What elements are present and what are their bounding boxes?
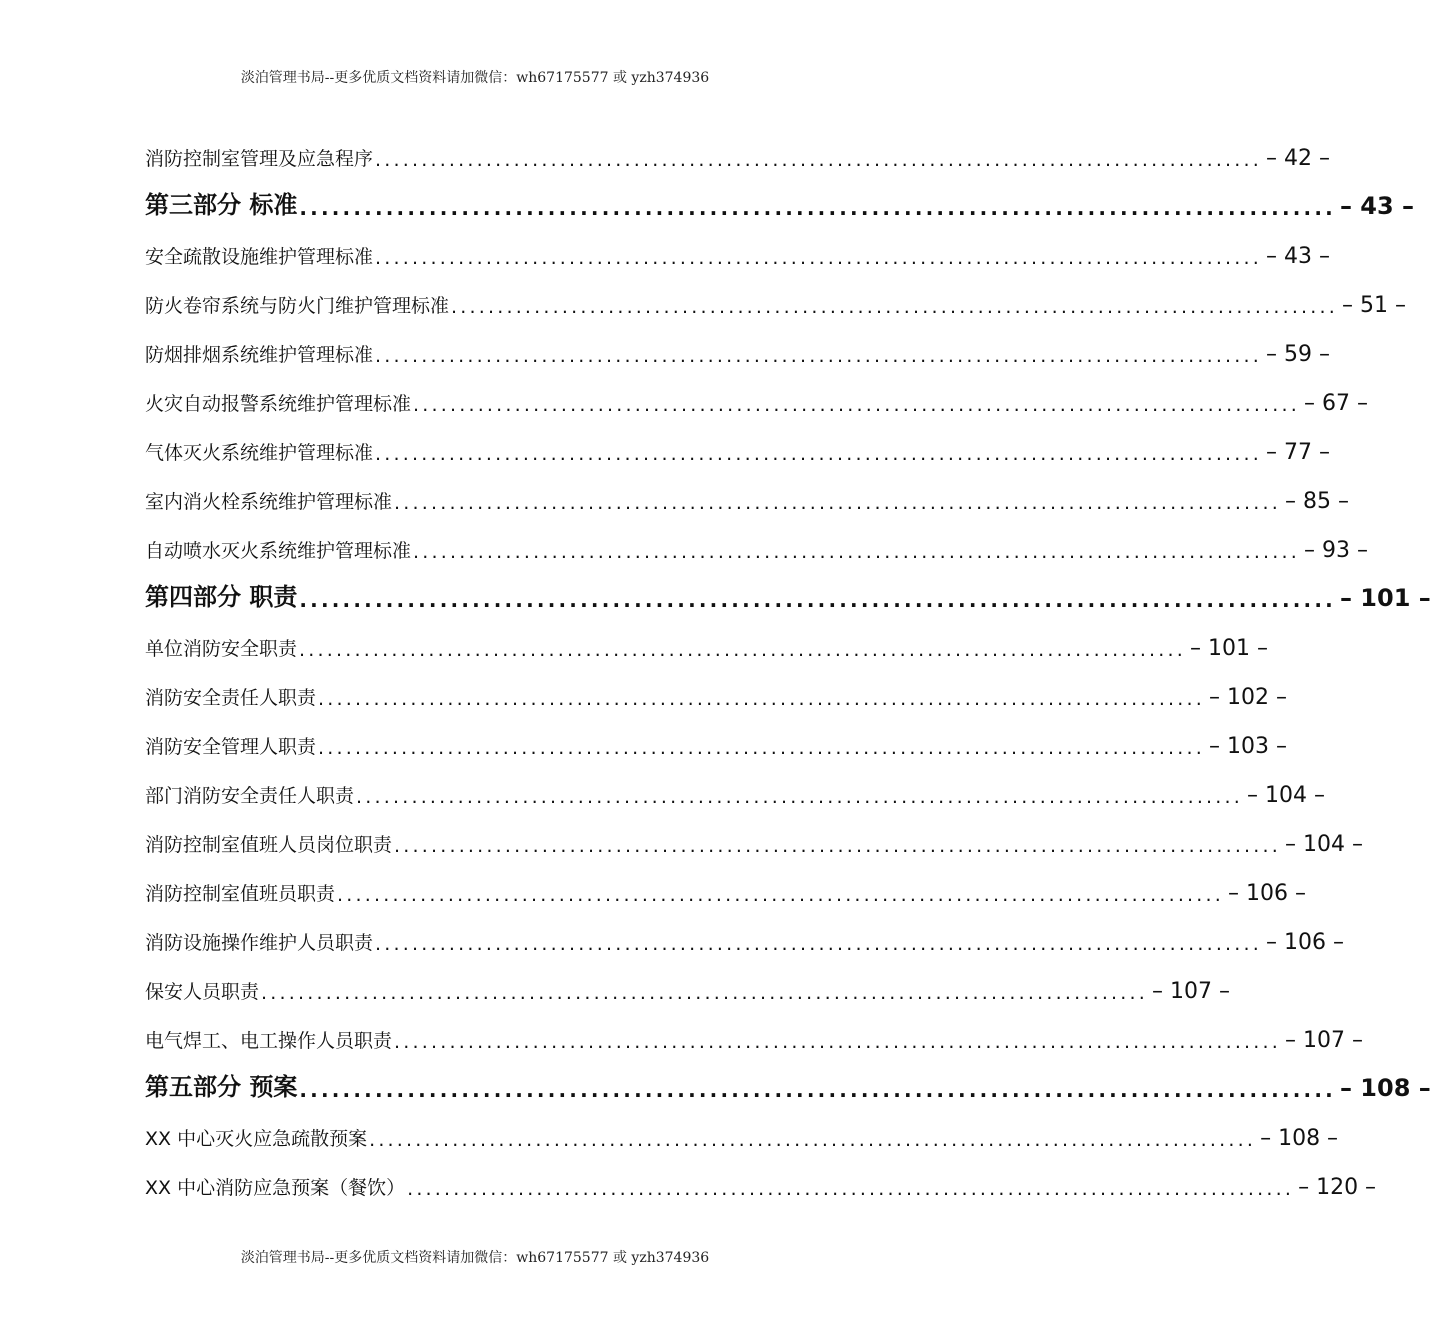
toc-entry-page: – 42 – [1266, 146, 1330, 171]
toc-entry-title: 安全疏散设施维护管理标准 [145, 246, 374, 268]
toc-leader-dots: ................................................................................................ [394, 1031, 1282, 1053]
toc-entry-title: 火灾自动报警系统维护管理标准 [145, 393, 412, 415]
toc-entry-page: – 85 – [1285, 489, 1349, 514]
toc-entry-title: 电气焊工、电工操作人员职责 [145, 1030, 393, 1052]
toc-entry-title: 消防控制室值班员职责 [145, 883, 336, 905]
toc-leader-dots: ................................................................................................ [394, 492, 1282, 514]
toc-entry-page: – 59 – [1266, 342, 1330, 367]
toc-entry[interactable] [145, 906, 1344, 955]
toc-leader-dots: ................................................................................................ [337, 884, 1225, 906]
toc-entry-title: 室内消火栓系统维护管理标准 [145, 491, 393, 513]
toc-entry[interactable] [145, 808, 1363, 857]
toc-entry-title: 自动喷水灭火系统维护管理标准 [145, 540, 412, 562]
toc-leader-dots: ................................................................................................ [451, 296, 1339, 318]
toc-entry-page: – 103 – [1209, 734, 1287, 759]
toc-leader-dots: ................................................................................................ [413, 394, 1301, 416]
toc-entry-title: 第五部分 预案 [145, 1073, 298, 1101]
toc-entry[interactable] [145, 612, 1268, 661]
toc-leader-dots: ................................................................................................ [375, 443, 1263, 465]
toc-leader-dots: ................................................................................................ [369, 1129, 1257, 1151]
toc-entry-page: – 107 – [1152, 979, 1230, 1004]
toc-entry[interactable] [145, 514, 1368, 563]
toc-entry-page: – 104 – [1247, 783, 1325, 808]
toc-entry-title: 消防设施操作维护人员职责 [145, 932, 374, 954]
toc-entry-page: – 67 – [1304, 391, 1368, 416]
toc-entry-title: 消防控制室值班人员岗位职责 [145, 834, 393, 856]
toc-entry-title: 气体灭火系统维护管理标准 [145, 442, 374, 464]
toc-leader-dots: ................................................................................................ [299, 196, 1336, 220]
toc-section-heading[interactable] [145, 171, 1415, 220]
toc-entry-title: 保安人员职责 [145, 981, 260, 1003]
toc-entry-page: – 107 – [1285, 1028, 1363, 1053]
toc-entry-page: – 102 – [1209, 685, 1287, 710]
toc-leader-dots: ................................................................................................ [299, 639, 1187, 661]
toc-entry[interactable] [145, 1004, 1363, 1053]
toc-entry-title: 防火卷帘系统与防火门维护管理标准 [145, 295, 450, 317]
toc-leader-dots: ................................................................................................ [318, 737, 1206, 759]
toc-entry[interactable] [145, 416, 1330, 465]
toc-leader-dots: ................................................................................................ [318, 688, 1206, 710]
toc-entry-page: – 106 – [1228, 881, 1306, 906]
toc-entry-title: 消防安全责任人职责 [145, 687, 317, 709]
toc-entry-title: 第四部分 职责 [145, 583, 298, 611]
toc-leader-dots: ................................................................................................ [413, 541, 1301, 563]
toc-entry[interactable] [145, 955, 1230, 1004]
toc-leader-dots: ................................................................................................ [375, 247, 1263, 269]
toc-entry-title: XX 中心灭火应急疏散预案 [145, 1128, 368, 1150]
toc-entry[interactable] [145, 710, 1287, 759]
toc-entry[interactable] [145, 269, 1406, 318]
page-footer: 淡泊管理书局--更多优质文档资料请加微信：wh67175577 或 yzh374936 [240, 1250, 710, 1266]
toc-entry[interactable] [145, 122, 1330, 171]
toc-entry-page: – 101 – [1339, 584, 1431, 612]
toc-entry[interactable] [145, 465, 1349, 514]
toc-entry[interactable] [145, 220, 1330, 269]
toc-entry-title: 消防安全管理人职责 [145, 736, 317, 758]
toc-entry-page: – 108 – [1339, 1074, 1431, 1102]
toc-entry-page: – 104 – [1285, 832, 1363, 857]
toc-entry-page: – 77 – [1266, 440, 1330, 465]
toc-section-heading[interactable] [145, 1053, 1431, 1102]
toc-entry-page: – 51 – [1342, 293, 1406, 318]
table-of-contents [145, 122, 1431, 1200]
toc-entry-title: XX 中心消防应急预案（餐饮） [145, 1177, 406, 1199]
toc-entry[interactable] [145, 318, 1330, 367]
page-header: 淡泊管理书局--更多优质文档资料请加微信：wh67175577 或 yzh374936 [240, 70, 710, 86]
toc-entry[interactable] [145, 759, 1325, 808]
toc-leader-dots: ................................................................................................ [261, 982, 1149, 1004]
toc-leader-dots: ................................................................................................ [356, 786, 1244, 808]
toc-entry[interactable] [145, 367, 1368, 416]
toc-entry-page: – 43 – [1266, 244, 1330, 269]
toc-leader-dots: ................................................................................................ [407, 1178, 1295, 1200]
toc-leader-dots: ................................................................................................ [394, 835, 1282, 857]
toc-leader-dots: ................................................................................................ [375, 933, 1263, 955]
toc-entry-title: 部门消防安全责任人职责 [145, 785, 355, 807]
toc-entry-page: – 106 – [1266, 930, 1344, 955]
toc-entry[interactable] [145, 1102, 1339, 1151]
toc-leader-dots: ................................................................................................ [299, 588, 1336, 612]
toc-entry-title: 单位消防安全职责 [145, 638, 298, 660]
toc-entry-page: – 120 – [1298, 1175, 1377, 1200]
toc-leader-dots: ................................................................................................ [299, 1078, 1336, 1102]
toc-entry-page: – 108 – [1260, 1126, 1339, 1151]
toc-section-heading[interactable] [145, 563, 1431, 612]
toc-entry[interactable] [145, 857, 1306, 906]
toc-entry[interactable] [145, 661, 1287, 710]
toc-entry-page: – 43 – [1339, 192, 1415, 220]
toc-entry-page: – 101 – [1190, 636, 1268, 661]
toc-entry-title: 第三部分 标准 [145, 191, 298, 219]
toc-entry[interactable] [145, 1151, 1377, 1200]
toc-entry-title: 防烟排烟系统维护管理标准 [145, 344, 374, 366]
toc-entry-page: – 93 – [1304, 538, 1368, 563]
toc-leader-dots: ................................................................................................ [375, 345, 1263, 367]
toc-entry-title: 消防控制室管理及应急程序 [145, 148, 374, 170]
toc-leader-dots: ................................................................................................ [375, 149, 1263, 171]
